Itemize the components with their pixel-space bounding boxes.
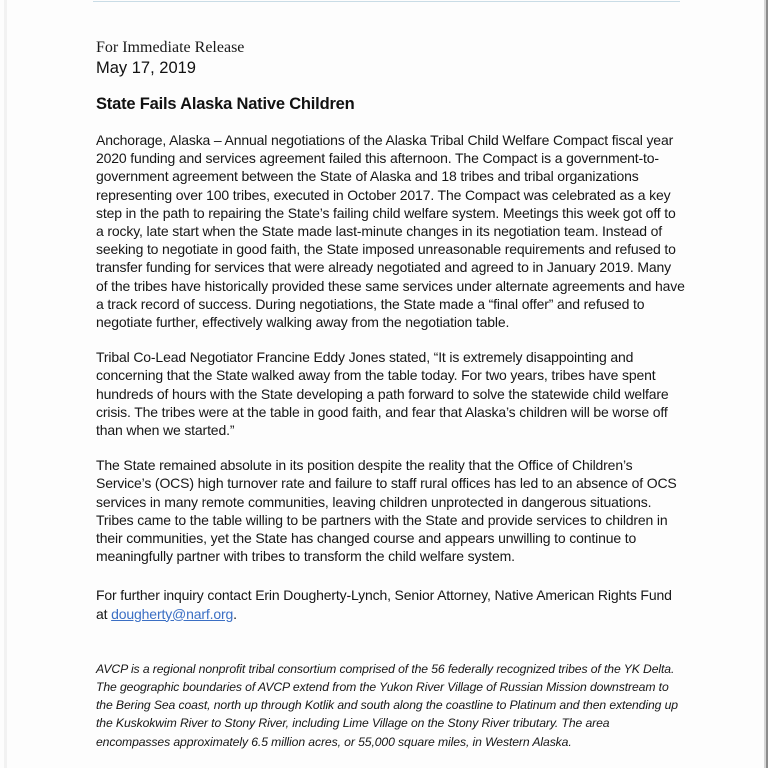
paragraph-ocs: The State remained absolute in its position despite the reality that the Office of Children’s Service’s (OCS) high turnover rate and failure to staff rural offices has led to an absence of OCS services in many remote communities, leaving children unprotected in dangerous situations. Tribes came to the table willing to be partners with the State and provide services to children in their communities, yet the State has changed course and appears unwilling to continue to meaningfully partner with tribes to transform the child welfare system. — [96, 457, 677, 565]
headline: State Fails Alaska Native Children — [96, 95, 355, 113]
boilerplate-paragraph: AVCP is a regional nonprofit tribal consortium comprised of the 56 federally recognized tribes of the YK Delta. The geographic boundaries of AVCP extend from the Yukon River Village of Russian Mission downstream to the Bering Sea coast, north up through Kotlik and south along the coastline to Platinum and then extending up the Kuskokwim River to Stony River, including Lime Village on the Stony River tributary. The area encompasses approximately 6.5 million acres, or 55,000 square miles, in Western Alaska. — [96, 661, 678, 749]
contact-text: For further inquiry contact Erin Dougherty-Lynch, Senior Attorney, Native American Rights Fund at — [96, 587, 672, 622]
contact-paragraph — [96, 586, 686, 622]
contact-email-link[interactable]: dougherty@narf.org — [111, 605, 234, 622]
top-rule-divider — [93, 1, 680, 2]
release-label: For Immediate Release — [96, 39, 245, 56]
paragraph-quote: Tribal Co-Lead Negotiator Francine Eddy Jones stated, “It is extremely disappointing and concerning that the State walked away from the table today. For two years, tribes have spent hundreds of hours with the State developing a path forward to solve the statewide child welfare crisis. The tribes were at the table in good faith, and fear that Alaska’s children will be worse off than when we started.” — [96, 349, 669, 439]
page-left-edge — [4, 0, 7, 768]
release-date: May 17, 2019 — [96, 59, 196, 77]
press-release — [96, 38, 686, 751]
paragraph-lead: Anchorage, Alaska – Annual negotiations of the Alaska Tribal Child Welfare Compact fiscal year 2020 funding and services agreement failed this afternoon. The Compact is a government-to-government agreement between the State of Alaska and 18 tribes and tribal organizations representing over 100 tribes, executed in October 2017. The Compact was celebrated as a key step in the path to repairing the State’s failing child welfare system. Meetings this week got off to a rocky, late start when the State made last-minute changes in its negotiation team. Instead of seeking to negotiate in good faith, the State imposed unreasonable requirements and refused to transfer funding for services that were already negotiated and agreed to in January 2019. Many of the tribes have historically provided these same services under alternate agreements and have a track record of success. During negotiations, the State made a “final offer” and refused to negotiate further, effectively walking away from the negotiation table. — [96, 132, 685, 331]
contact-suffix: . — [233, 605, 237, 622]
